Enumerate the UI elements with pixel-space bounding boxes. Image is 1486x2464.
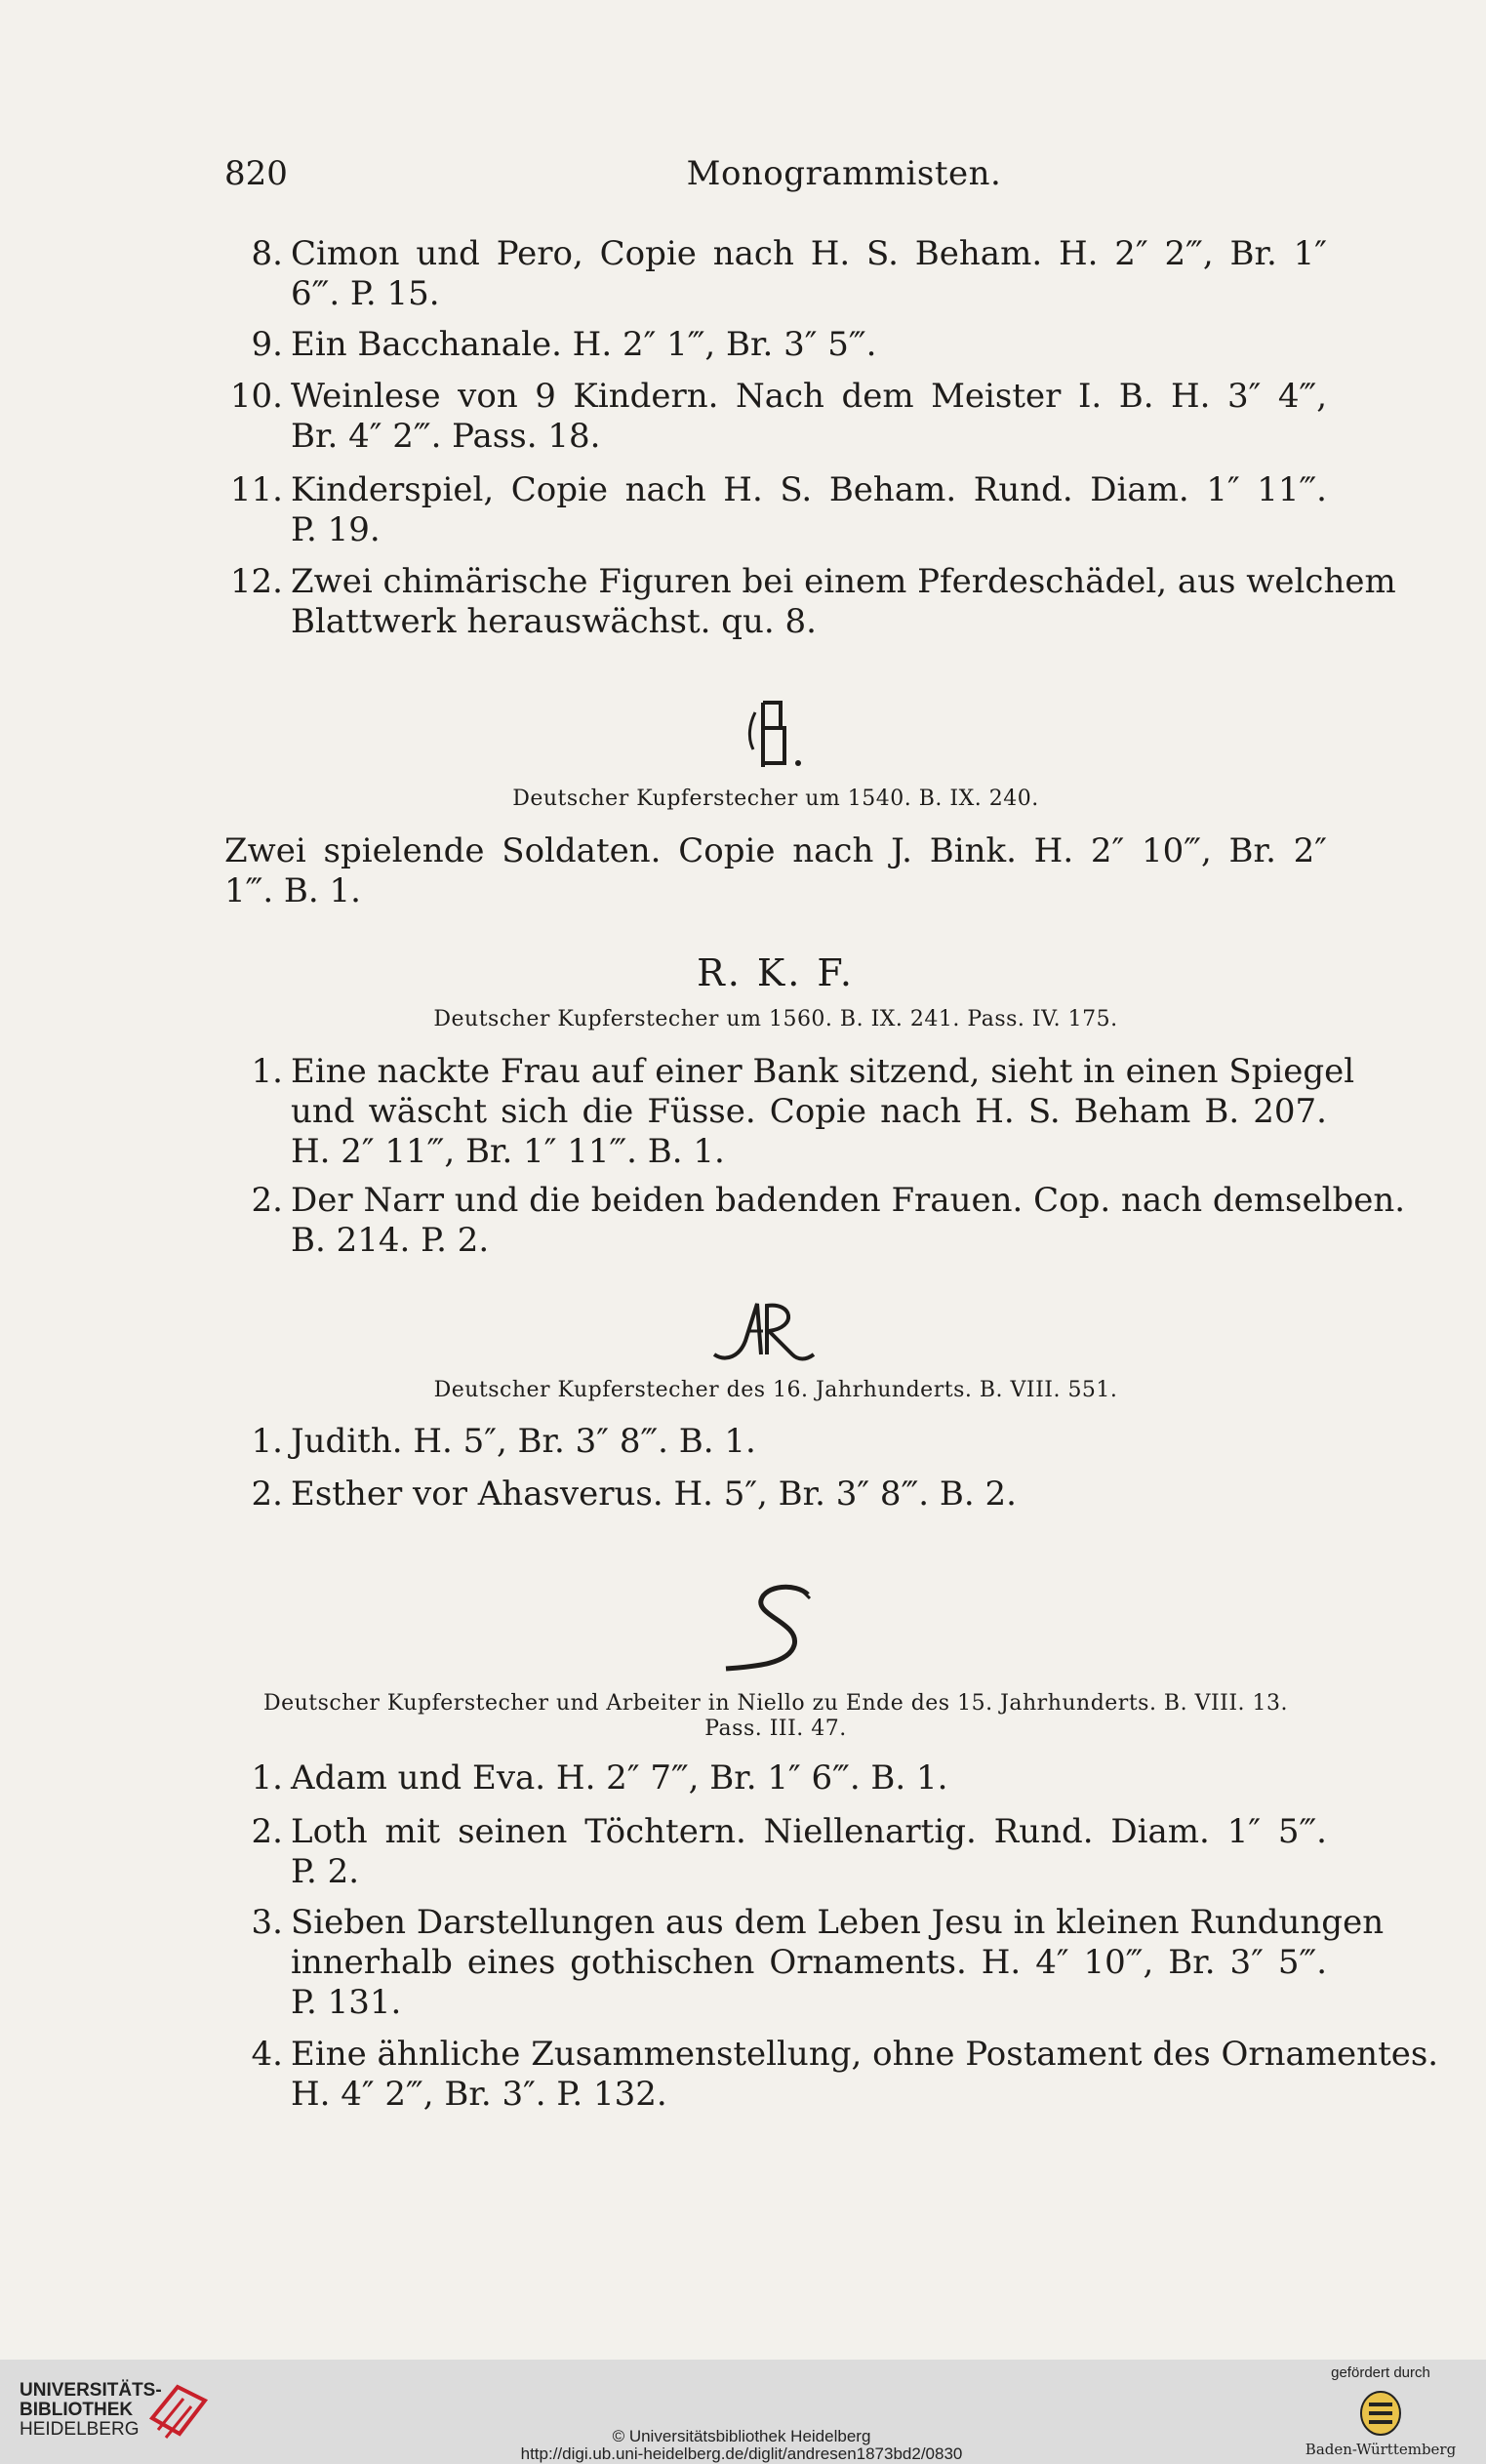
list-item xyxy=(224,2035,1439,2115)
item-number: 9. xyxy=(251,325,283,364)
section-caption: Deutscher Kupferstecher um 1560. B. IX. 241. Pass. IV. 175. xyxy=(433,1007,1118,1031)
section-caption: Deutscher Kupferstecher um 1540. B. IX. 240. xyxy=(512,787,1039,811)
item-number: 1. xyxy=(251,1758,283,1798)
item-number: 8. xyxy=(251,234,283,273)
monogram-s-icon xyxy=(712,1581,820,1678)
list-item xyxy=(224,1474,1327,1515)
section-heading: R. K. F. xyxy=(697,951,855,994)
library-name[interactable] xyxy=(20,2381,162,2440)
item-number: 3. xyxy=(251,1903,283,1942)
monogram-ar-icon xyxy=(710,1298,818,1366)
item-line: H. 4″ 2‴, Br. 3″. P. 132. xyxy=(291,2075,667,2114)
running-head xyxy=(224,154,1327,203)
item-number: 2. xyxy=(251,1812,283,1851)
item-number: 1. xyxy=(251,1052,283,1091)
sponsor-name: Baden-Württemberg xyxy=(1305,2441,1457,2458)
page-number: 820 xyxy=(224,154,288,193)
list-item xyxy=(224,234,1327,314)
paragraph xyxy=(224,831,1327,911)
item-line: Loth mit seinen Töchtern. Niellenartig. Rund. Diam. 1″ 5‴. xyxy=(291,1812,1327,1851)
permalink[interactable]: http://digi.ub.uni-heidelberg.de/diglit/andresen1873bd2/0830 xyxy=(520,2444,963,2463)
item-line: Zwei chimärische Figuren bei einem Pferdeschädel, aus welchem xyxy=(291,562,1396,601)
section-caption: Pass. III. 47. xyxy=(704,1717,847,1741)
item-line: Eine ähnliche Zusammenstellung, ohne Postament des Ornamentes. xyxy=(291,2035,1439,2074)
section-caption: Deutscher Kupferstecher des 16. Jahrhunderts. B. VIII. 551. xyxy=(433,1378,1118,1402)
list-item xyxy=(224,1903,1385,2023)
library-name-line: HEIDELBERG xyxy=(20,2419,140,2440)
item-line: H. 2″ 11‴, Br. 1″ 11‴. B. 1. xyxy=(291,1132,725,1171)
item-line: 6‴. P. 15. xyxy=(291,274,440,313)
item-line: Cimon und Pero, Copie nach H. S. Beham. H. 2″ 2‴, Br. 1″ xyxy=(291,234,1327,273)
list-item xyxy=(224,1758,1327,1798)
paragraph-line: Zwei spielende Soldaten. Copie nach J. Bink. H. 2″ 10‴, Br. 2″ xyxy=(224,831,1327,870)
paragraph-line: 1‴. B. 1. xyxy=(224,871,361,910)
item-line: Eine nackte Frau auf einer Bank sitzend, sieht in einen Spiegel xyxy=(291,1052,1355,1091)
item-number: 11. xyxy=(229,470,283,509)
item-number: 12. xyxy=(229,562,283,601)
item-line: Esther vor Ahasverus. H. 5″, Br. 3″ 8‴. B. 2. xyxy=(291,1474,1017,1514)
item-number: 2. xyxy=(251,1474,283,1514)
monogram-ib-icon xyxy=(742,695,810,773)
item-number: 2. xyxy=(251,1181,283,1220)
list-item xyxy=(224,1181,1406,1261)
item-line: Weinlese von 9 Kindern. Nach dem Meister I. B. H. 3″ 4‴, xyxy=(291,377,1327,416)
item-line: P. 19. xyxy=(291,510,381,549)
list-item xyxy=(224,1422,1327,1462)
section-caption: Deutscher Kupferstecher und Arbeiter in Niello zu Ende des 15. Jahrhunderts. B. VIII. 13. xyxy=(262,1691,1289,1716)
credit xyxy=(420,2428,1064,2463)
item-line: Adam und Eva. H. 2″ 7‴, Br. 1″ 6‴. B. 1. xyxy=(291,1758,948,1798)
coat-of-arms-icon xyxy=(1358,2389,1403,2438)
item-line: Ein Bacchanale. H. 2″ 1‴, Br. 3″ 5‴. xyxy=(291,325,877,364)
item-number: 1. xyxy=(251,1422,283,1461)
funded-by-label: gefördert durch xyxy=(1331,2364,1430,2381)
item-number: 10. xyxy=(229,377,283,416)
item-line: Blattwerk herauswächst. qu. 8. xyxy=(291,602,817,641)
item-line: Br. 4″ 2‴. Pass. 18. xyxy=(291,417,601,456)
item-line: B. 214. P. 2. xyxy=(291,1221,490,1260)
list-item xyxy=(224,325,1327,365)
library-logo-icon xyxy=(148,2379,209,2447)
library-name-line: BIBLIOTHEK xyxy=(20,2400,134,2420)
copyright-text: © Universitätsbibliothek Heidelberg xyxy=(612,2427,871,2445)
list-item xyxy=(224,1052,1355,1172)
item-number: 4. xyxy=(251,2035,283,2074)
item-line: Judith. H. 5″, Br. 3″ 8‴. B. 1. xyxy=(291,1422,756,1461)
library-name-line: UNIVERSITÄTS- xyxy=(20,2380,162,2401)
item-line: innerhalb eines gothischen Ornaments. H. 4″ 10‴, Br. 3″ 5‴. xyxy=(291,1943,1327,1982)
item-line: P. 131. xyxy=(291,1983,402,2022)
item-line: Kinderspiel, Copie nach H. S. Beham. Rund. Diam. 1″ 11‴. xyxy=(291,470,1327,509)
footer xyxy=(0,2360,1486,2464)
running-title: Monogrammisten. xyxy=(686,154,1002,193)
item-line: P. 2. xyxy=(291,1852,360,1891)
list-item xyxy=(224,377,1327,457)
item-line: und wäscht sich die Füsse. Copie nach H. S. Beham B. 207. xyxy=(291,1092,1327,1131)
item-line: Sieben Darstellungen aus dem Leben Jesu in kleinen Rundungen xyxy=(291,1903,1385,1942)
item-line: Der Narr und die beiden badenden Frauen. Cop. nach demselben. xyxy=(291,1181,1406,1220)
list-item xyxy=(224,1812,1327,1892)
list-item xyxy=(224,470,1327,550)
list-item xyxy=(224,562,1396,642)
